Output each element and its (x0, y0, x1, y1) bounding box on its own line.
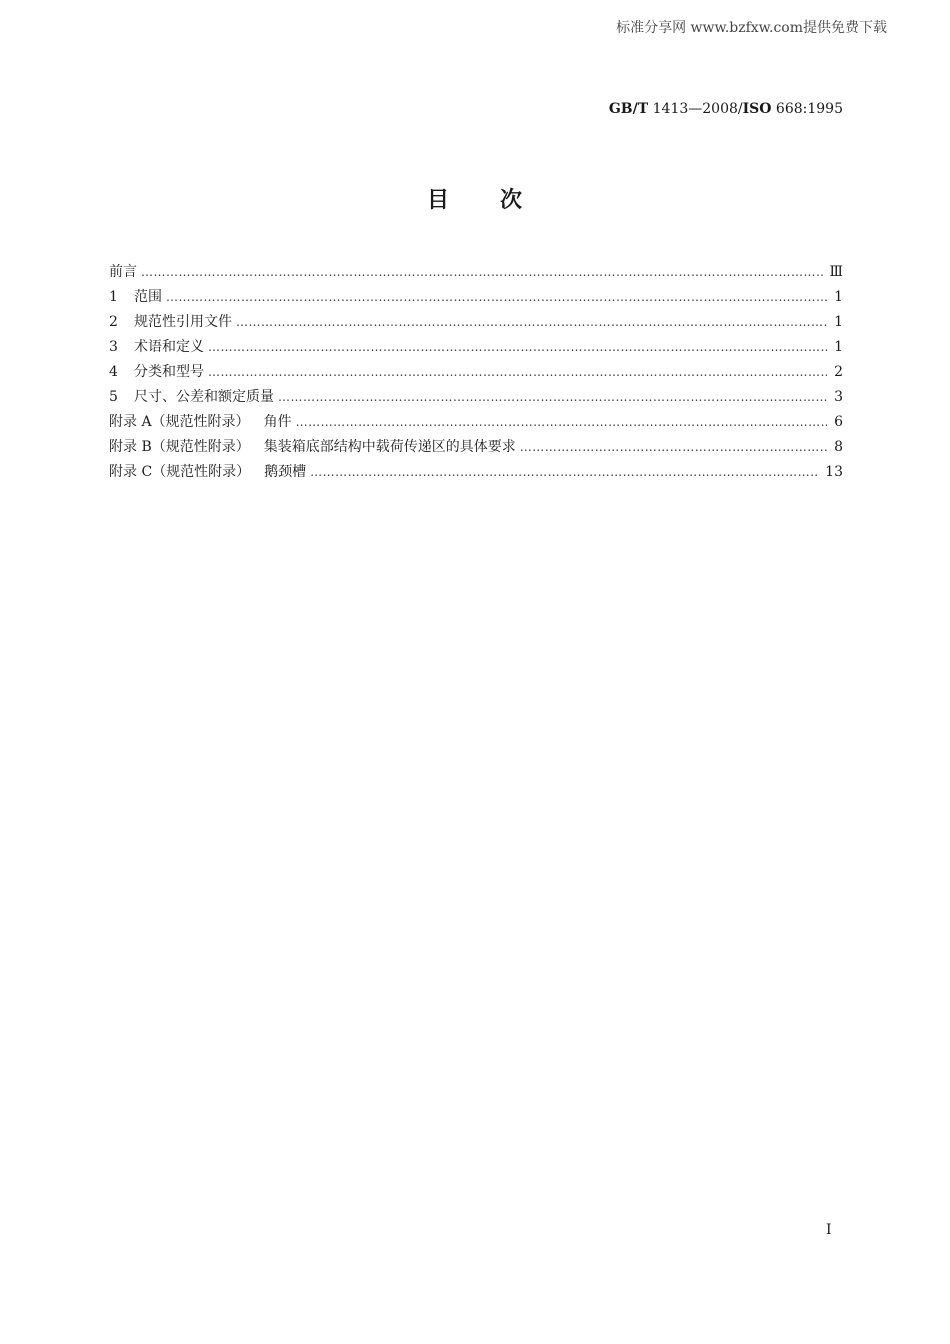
watermark-text: 标准分享网 www.bzfxw.com提供免费下载 (616, 20, 887, 36)
toc-entry-number: 3 (109, 339, 118, 355)
toc-entry-page: 2 (834, 364, 843, 380)
toc-leader-dots (141, 260, 823, 285)
toc-entry-classification[interactable] (109, 360, 843, 385)
toc-entry-appendix-number: 附录 B（规范性附录） (109, 439, 250, 455)
toc-entry-label: 分类和型号 (134, 364, 204, 380)
toc-leader-dots (166, 285, 827, 310)
toc-entry-dimensions[interactable] (109, 385, 843, 410)
toc-entry-appendix-number: 附录 C（规范性附录） (109, 464, 251, 480)
title-char-1: 目 (426, 188, 450, 213)
page-title (0, 183, 950, 214)
standard-code (609, 101, 843, 117)
toc-entry-page: 1 (834, 314, 843, 330)
toc-entry-page: 8 (834, 439, 843, 455)
toc-entry-number: 5 (109, 389, 118, 405)
toc-leader-dots (296, 410, 827, 435)
toc-entry-label: 鹅颈槽 (264, 464, 307, 480)
toc-entry-appendix-a[interactable] (109, 410, 843, 435)
toc-leader-dots (208, 335, 827, 360)
standard-code-number: 1413—2008/ (652, 101, 743, 117)
toc-entry-appendix-b[interactable] (109, 435, 843, 460)
toc-entry-appendix-c[interactable] (109, 460, 843, 485)
toc-leader-dots (310, 460, 819, 485)
toc-entry-label: 范围 (134, 289, 162, 305)
standard-code-iso-prefix: ISO (742, 101, 772, 117)
toc-entry-label: 前言 (109, 264, 137, 280)
toc-entry-page: 3 (834, 389, 843, 405)
toc-entry-page: Ⅲ (829, 264, 843, 280)
toc-entry-label: 尺寸、公差和额定质量 (134, 389, 274, 405)
toc-entry-label: 角件 (263, 414, 292, 430)
toc-leader-dots (208, 360, 827, 385)
toc-entry-page: 1 (834, 339, 843, 355)
toc-entry-normative-references[interactable] (109, 310, 843, 335)
toc-entry-foreword[interactable] (109, 260, 843, 285)
toc-entry-page: 13 (825, 464, 843, 480)
title-char-2: 次 (500, 188, 524, 213)
toc-entry-number: 4 (109, 364, 118, 380)
toc-entry-page: 1 (834, 289, 843, 305)
standard-code-iso-number: 668:1995 (775, 101, 843, 117)
table-of-contents (109, 260, 843, 485)
standard-code-prefix: GB/T (608, 101, 649, 117)
toc-leader-dots (236, 310, 827, 335)
toc-entry-page: 6 (834, 414, 843, 430)
toc-entry-scope[interactable] (109, 285, 843, 310)
toc-leader-dots (520, 435, 827, 460)
toc-entry-appendix-number: 附录 A（规范性附录） (109, 414, 250, 430)
page-number: I (826, 1222, 832, 1238)
toc-entry-terms-definitions[interactable] (109, 335, 843, 360)
toc-entry-label: 术语和定义 (134, 339, 204, 355)
toc-entry-number: 1 (109, 289, 118, 305)
toc-entry-label: 规范性引用文件 (134, 314, 232, 330)
toc-entry-label: 集装箱底部结构中载荷传递区的具体要求 (263, 439, 516, 455)
toc-entry-number: 2 (109, 314, 118, 330)
toc-leader-dots (278, 385, 827, 410)
